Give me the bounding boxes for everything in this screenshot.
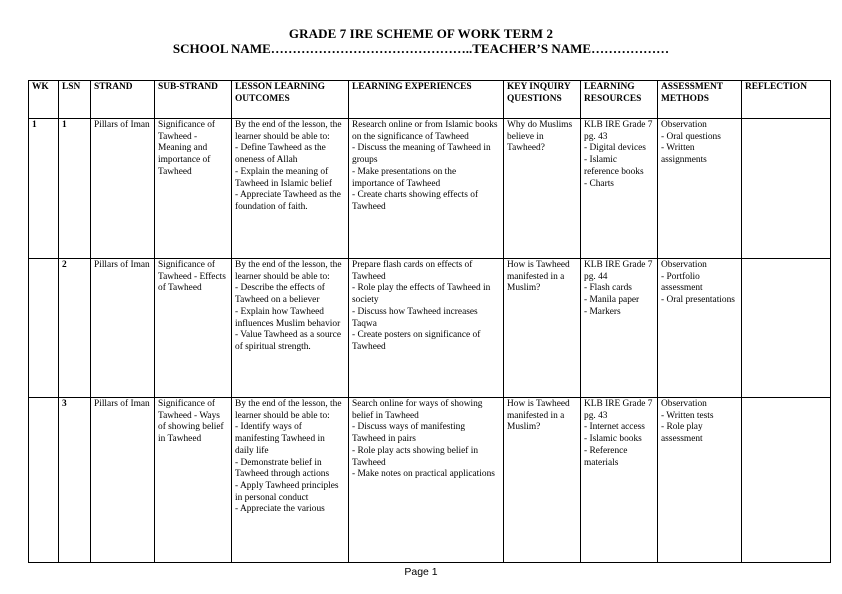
resource-line: - Flash cards — [584, 283, 632, 294]
experience-line: - Create charts showing effects of Tawheed — [352, 190, 479, 212]
outcome-line: By the end of the lesson, the learner should be able to: — [235, 260, 342, 282]
resource-line: - Markers — [584, 306, 621, 317]
outcome-line: - Demonstrate belief in Tawheed through actions — [235, 457, 330, 480]
document-title: GRADE 7 IRE SCHEME OF WORK TERM 2 — [288, 26, 554, 41]
assessment-line: - Written tests — [661, 410, 714, 421]
resource-line: - Reference materials — [584, 445, 628, 468]
cell-assessment — [658, 259, 742, 398]
header-row — [29, 81, 831, 119]
resource-line: KLB IRE Grade 7 pg. 43 — [584, 120, 653, 142]
cell-questions: How is Tawheed manifested in a Muslim? — [504, 259, 581, 398]
assessment-line: - Written assignments — [661, 143, 707, 166]
table-row — [29, 259, 831, 398]
experience-line: - Discuss ways of manifesting Tawheed in pairs — [352, 422, 466, 445]
resource-line: - Islamic reference books — [584, 155, 644, 177]
experience-line: - Create posters on significance of Tawheed — [352, 330, 481, 352]
outcome-line: - Appreciate the various — [235, 504, 325, 515]
cell-outcomes — [232, 398, 349, 563]
cell-experiences — [349, 398, 504, 563]
assessment-line: - Oral presentations — [661, 295, 735, 306]
cell-assessment — [658, 119, 742, 259]
cell-reflection — [742, 398, 831, 563]
cell-lsn: 3 — [59, 398, 91, 563]
cell-reflection — [742, 259, 831, 398]
cell-questions: How is Tawheed manifested in a Muslim? — [504, 398, 581, 563]
cell-strand: Pillars of Iman — [91, 259, 155, 398]
cell-outcomes — [232, 119, 349, 259]
cell-reflection — [742, 119, 831, 259]
school-teacher-line: SCHOOL NAME………………………………………..TEACHER’S NAME……………… — [172, 41, 670, 56]
cell-wk — [29, 398, 59, 563]
scheme-of-work-table — [28, 80, 831, 563]
experience-line: Research online or from Islamic books on the significance of Tawheed — [352, 120, 498, 142]
experience-line: - Role play acts showing belief in Tawheed — [352, 445, 479, 468]
outcome-line: - Identify ways of manifesting Tawheed in daily life — [235, 422, 325, 456]
header-wk: WK — [29, 81, 59, 119]
cell-strand: Pillars of Iman — [91, 398, 155, 563]
experience-line: - Discuss the meaning of Tawheed in groups — [352, 143, 491, 166]
cell-outcomes — [232, 259, 349, 398]
outcome-line: - Describe the effects of Tawheed on a believer — [235, 283, 325, 306]
header-sub-strand: SUB-STRAND — [155, 81, 232, 119]
outcome-line: - Explain how Tawheed influences Muslim behavior — [235, 306, 341, 329]
resource-line: - Islamic books — [584, 434, 642, 445]
experience-line: Prepare flash cards on effects of Tawheed — [352, 260, 473, 282]
resource-line: - Digital devices — [584, 143, 646, 154]
cell-sub-strand: Significance of Tawheed - Ways of showing belief in Tawheed — [155, 398, 232, 563]
outcome-line: By the end of the lesson, the learner should be able to: — [235, 399, 342, 421]
header-assessment: ASSESSMENT METHODS — [658, 81, 742, 119]
cell-wk — [29, 259, 59, 398]
header-experiences: LEARNING EXPERIENCES — [349, 81, 504, 119]
page-number: Page 1 — [404, 566, 438, 578]
cell-assessment — [658, 398, 742, 563]
cell-lsn: 2 — [59, 259, 91, 398]
outcome-line: - Define Tawheed as the oneness of Allah — [235, 143, 326, 166]
header-questions: KEY INQUIRY QUESTIONS — [504, 81, 581, 119]
cell-lsn: 1 — [59, 119, 91, 259]
cell-sub-strand: Significance of Tawheed - Effects of Tawheed — [155, 259, 232, 398]
header-strand: STRAND — [91, 81, 155, 119]
header-resources: LEARNING RESOURCES — [581, 81, 658, 119]
cell-wk: 1 — [29, 119, 59, 259]
assessment-line: - Portfolio assessment — [661, 271, 703, 294]
assessment-line: - Role play assessment — [661, 422, 703, 445]
assessment-line: Observation — [661, 120, 707, 130]
cell-resources — [581, 119, 658, 259]
outcome-line: - Appreciate Tawheed as the foundation of faith. — [235, 190, 341, 212]
table-row — [29, 398, 831, 563]
cell-questions: Why do Muslims believe in Tawheed? — [504, 119, 581, 259]
cell-sub-strand: Significance of Tawheed - Meaning and importance of Tawheed — [155, 119, 232, 259]
outcome-line: - Explain the meaning of Tawheed in Islamic belief — [235, 166, 332, 189]
header-outcomes: LESSON LEARNING OUTCOMES — [232, 81, 349, 119]
experience-line: - Make notes on practical applications — [352, 469, 495, 480]
header-reflection: REFLECTION — [742, 81, 831, 119]
resource-line: - Internet access — [584, 422, 645, 433]
cell-experiences — [349, 119, 504, 259]
resource-line: - Charts — [584, 178, 614, 189]
assessment-line: Observation — [661, 399, 707, 409]
experience-line: - Role play the effects of Tawheed in society — [352, 283, 491, 306]
resource-line: KLB IRE Grade 7 pg. 43 — [584, 399, 653, 421]
outcome-line: By the end of the lesson, the learner should be able to: — [235, 120, 342, 142]
assessment-line: Observation — [661, 260, 707, 270]
cell-experiences — [349, 259, 504, 398]
assessment-line: - Oral questions — [661, 131, 721, 142]
cell-resources — [581, 398, 658, 563]
cell-resources — [581, 259, 658, 398]
resource-line: - Manila paper — [584, 295, 640, 306]
resource-line: KLB IRE Grade 7 pg. 44 — [584, 260, 653, 282]
outcome-line: - Apply Tawheed principles in personal conduct — [235, 480, 339, 503]
experience-line: - Discuss how Tawheed increases Taqwa — [352, 306, 478, 329]
header-lsn: LSN — [59, 81, 91, 119]
table-row — [29, 119, 831, 259]
experience-line: Search online for ways of showing belief in Tawheed — [352, 399, 483, 421]
cell-strand: Pillars of Iman — [91, 119, 155, 259]
experience-line: - Make presentations on the importance of Tawheed — [352, 166, 457, 189]
outcome-line: - Value Tawheed as a source of spiritual strength. — [235, 330, 341, 352]
